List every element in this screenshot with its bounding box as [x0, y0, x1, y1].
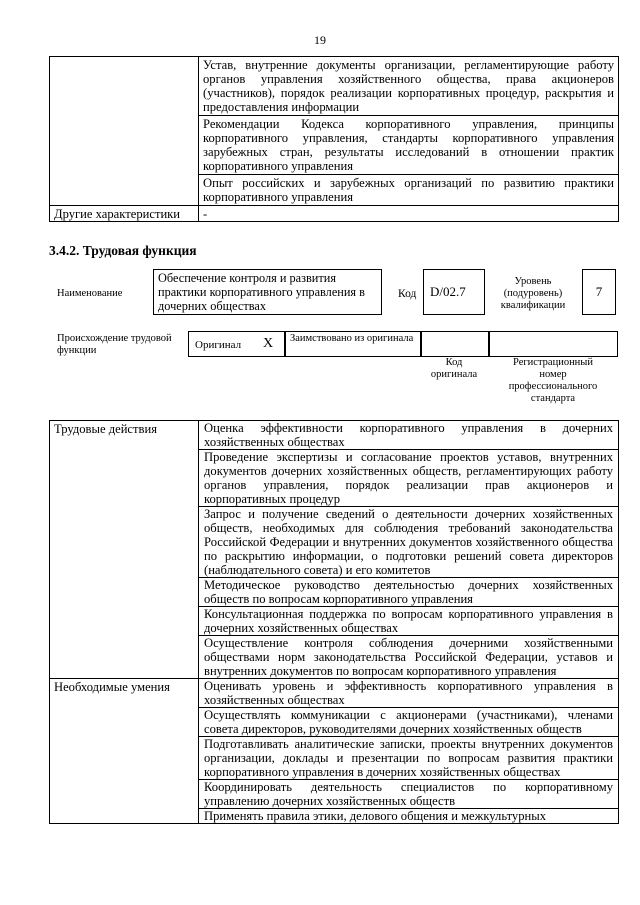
code-caption: Код оригинала: [430, 357, 478, 380]
table-cell: Методическое руководство деятельностью дочерних хозяйственных обществ по вопросам корпоративного управления: [199, 578, 619, 607]
table-cell: Осуществление контроля соблюдения дочерними хозяйственными обществами норм законодательства Российской Федерации, уставов и внутренних документов по вопросам корпоративного управления: [199, 636, 619, 679]
labor-function-table: [49, 420, 619, 824]
function-name-value: Обеспечение контроля и развития практики корпоративного управления в дочерних обществах: [158, 271, 365, 313]
table-row: [50, 57, 619, 116]
table-cell: -: [199, 206, 619, 222]
table-cell: Применять правила этики, делового общения и межкультурных: [199, 809, 619, 824]
table-cell: Запрос и получение сведений о деятельности дочерних хозяйственных обществ, необходимых для соблюдения требований законодательства Российской Федерации и внутренних документов хозяйственного общества по раскрытию информации, о подготовки решений совета директоров (наблюдательного совета) и его комитетов: [199, 507, 619, 578]
table-cell: Подготавливать аналитические записки, проекты внутренних документов организации, доклады и презентации по вопросам развития практики корпоративного управления в дочерних хозяйственных обществах: [199, 737, 619, 780]
registration-number-box: [488, 331, 618, 357]
code-label: Код: [398, 288, 417, 300]
row-label: Необходимые умения: [50, 679, 199, 824]
table-cell: Опыт российских и зарубежных организаций по развитию практики корпоративного управления: [199, 175, 619, 206]
table-cell: Оценка эффективности корпоративного управления в дочерних хозяйственных обществах: [199, 421, 619, 450]
table-cell: Консультационная поддержка по вопросам корпоративного управления в дочерних хозяйственных обществах: [199, 607, 619, 636]
empty-label-cell: [50, 57, 199, 206]
borrowed-box: [284, 331, 422, 357]
knowledge-continuation-table: [49, 56, 619, 222]
registration-caption: Регистрационный номер профессионального стандарта: [508, 357, 598, 404]
origin-label: Происхождение трудовой функции: [57, 333, 172, 356]
table-row: [50, 679, 619, 708]
name-label: Наименование: [57, 288, 123, 299]
table-cell: Проведение экспертизы и согласование проектов уставов, внутренних документов дочерних хозяйственных обществ, регламентирующих работу органов управления, порядок реализации прав акционеров и корпоративных процедур: [199, 450, 619, 507]
row-label: Другие характеристики: [50, 206, 199, 222]
code-value: D/02.7: [430, 284, 466, 299]
original-box: [188, 331, 286, 357]
level-box: [582, 269, 616, 315]
function-name-box: [153, 269, 382, 315]
level-value: 7: [595, 284, 603, 299]
code-box: [423, 269, 485, 315]
table-cell: Осуществлять коммуникации с акционерами (участниками), членами совета директоров, руководителями дочерних хозяйственных обществ: [199, 708, 619, 737]
row-label: Трудовые действия: [50, 421, 199, 679]
table-row: [50, 421, 619, 450]
table-cell: Оценивать уровень и эффективность корпоративного управления в хозяйственных обществах: [199, 679, 619, 708]
original-code-box: [420, 331, 490, 357]
original-mark: X: [263, 336, 274, 351]
page-number: 19: [314, 33, 326, 47]
original-label: Оригинал: [195, 339, 242, 351]
table-cell: Координировать деятельность специалистов по корпоративному управлению дочерних хозяйственных обществ: [199, 780, 619, 809]
level-label: Уровень (подуровень) квалификации: [500, 276, 566, 311]
table-cell: Устав, внутренние документы организации, регламентирующие работу органов управления хозяйственного общества, права акционеров (участников), порядок реализации корпоративных процедур, раскрытия и предоставления информации: [199, 57, 619, 116]
table-cell: Рекомендации Кодекса корпоративного управления, принципы корпоративного управления, стандарты корпоративного управления зарубежных стран, результаты исследований в отношении практик корпоративного управления: [199, 116, 619, 175]
section-title: 3.4.2. Трудовая функция: [49, 243, 197, 258]
borrowed-label: Заимствовано из оригинала: [290, 333, 414, 344]
table-row: [50, 206, 619, 222]
